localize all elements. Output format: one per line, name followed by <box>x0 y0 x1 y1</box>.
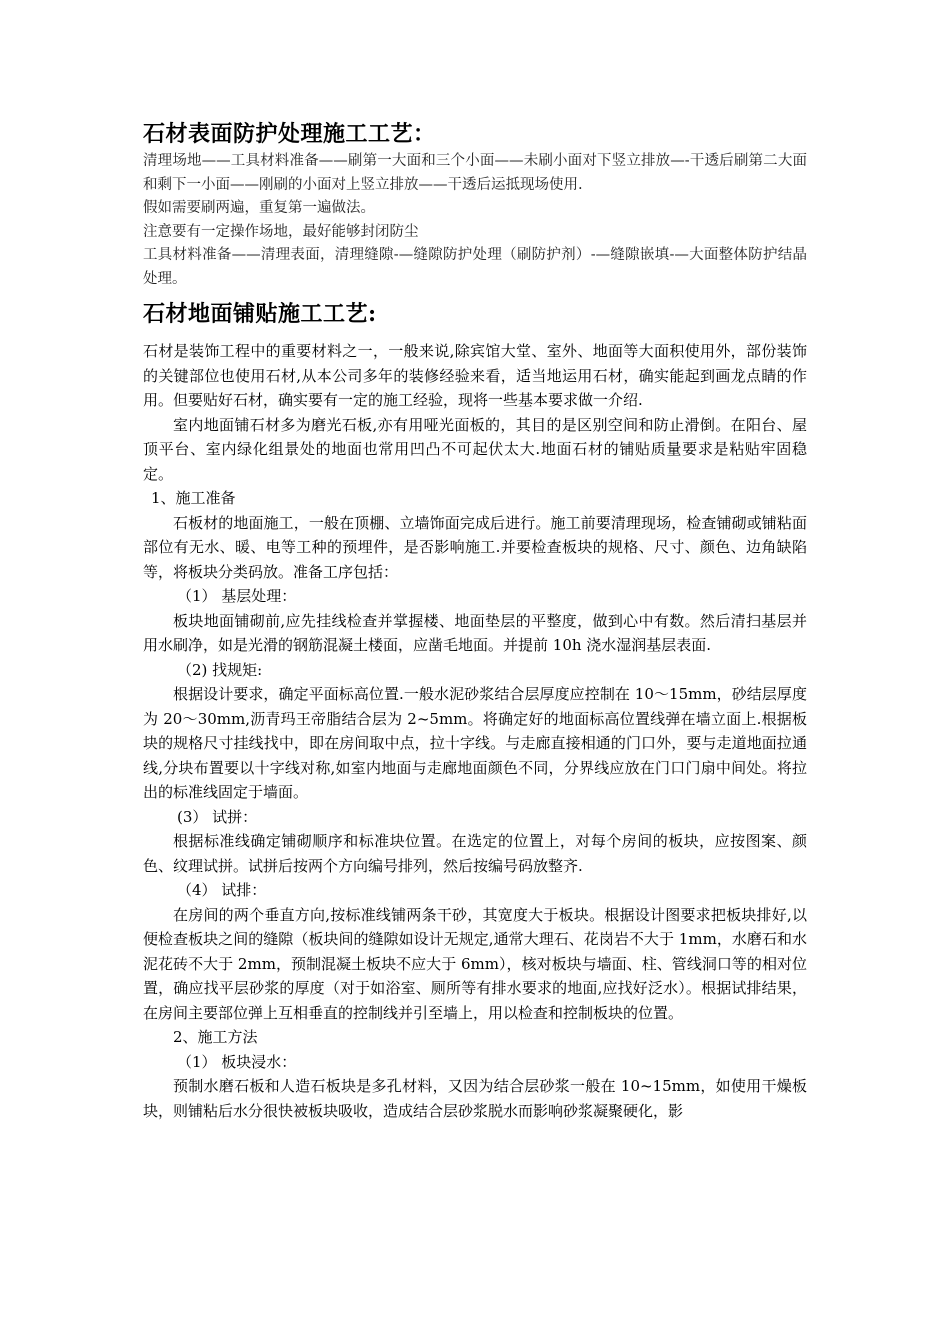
subheading: （1） 板块浸水： <box>177 1052 297 1071</box>
paragraph: 石材是装饰工程中的重要材料之一，一般来说,除宾馆大堂、室外、地面等大面积使用外，部份装饰的关键部位也使用石材,从本公司多年的装修经验来看，适当地运用石材，确实能起到画龙点睛的作用。但要贴好石材，确实要有一定的施工经验，现将一些基本要求做一介绍. <box>143 342 807 409</box>
paragraph: 清理场地——工具材料准备——刷第一大面和三个小面——未刷小面对下竖立排放—-干透后刷第二大面和剩下一小面——刚刷的小面对上竖立排放——干透后运抵现场使用. <box>143 153 807 193</box>
paragraph: 根据标准线确定铺砌顺序和标准块位置。在选定的位置上，对每个房间的板块，应按图案、颜色、纹理试拼。试拼后按两个方向编号排列，然后按编号码放整齐. <box>143 832 807 875</box>
subheading: (3） 试拼： <box>177 807 258 826</box>
subheading: （4） 试排： <box>177 881 267 899</box>
paragraph: 石板材的地面施工，一般在顶棚、立墙饰面完成后进行。施工前要清理现场，检查铺砌或铺粘面部位有无水、暖、电等工种的预埋件，是否影响施工.并要检查板块的规格、尺寸、颜色、边角缺陷等，将板块分类码放。准备工序包括： <box>143 513 807 581</box>
paragraph: 假如需要刷两遍，重复第一遍做法。 <box>143 200 375 216</box>
paragraph: 工具材料准备——清理表面，清理缝隙-—缝隙防护处理（刷防护剂）-—缝隙嵌填-—大面整体防护结晶处理。 <box>143 247 807 287</box>
paragraph: 注意要有一定操作场地，最好能够封闭防尘 <box>143 223 419 240</box>
paragraph: 预制水磨石板和人造石板块是多孔材料，又因为结合层砂浆一般在 10~15mm，如使用干燥板块，则铺粘后水分很快被板块吸收，造成结合层砂浆脱水而影响砂浆凝聚硬化，影 <box>143 1077 807 1120</box>
subheading: （2) 找规矩: <box>177 660 263 679</box>
paragraph: 室内地面铺石材多为磨光石板,亦有用哑光面板的，其目的是区别空间和防止滑倒。在阳台、屋顶平台、室内绿化组景处的地面也常用凹凸不可起伏太大.地面石材的铺贴质量要求是粘贴牢固稳定。 <box>143 415 807 483</box>
paragraph: 在房间的两个垂直方向,按标准线铺两条干砂，其宽度大于板块。根据设计图要求把板块排好,以便检查板块之间的缝隙（板块间的缝隙如设计无规定,通常大理石、花岗岩不大于 1mm，水磨石和水泥花砖不大于 2mm，预制混凝土板块不应大于 6mm），核对板块与墙面、柱、管线洞口等的相对位置，确应找平层砂浆的厚度（对于如浴室、厕所等有排水要求的地面,应找好泛水）。根据试排结果，在房间主要部位弹上互相垂直的控制线并引至墙上，用以检查和控制板块的位置。 <box>143 905 808 1022</box>
document-page <box>143 118 807 1123</box>
section-title-surface-protection: 石材表面防护处理施工工艺： <box>143 121 436 147</box>
section-title-floor-paving: 石材地面铺贴施工工艺: <box>143 301 377 327</box>
subheading: 1、施工准备 <box>151 489 236 507</box>
subheading: 2、施工方法 <box>173 1028 258 1046</box>
subheading: （1） 基层处理： <box>177 587 297 605</box>
paragraph: 板块地面铺砌前,应先挂线检查并掌握楼、地面垫层的平整度，做到心中有数。然后清扫基层并用水刷净，如是光滑的钢筋混凝土楼面，应凿毛地面。并提前 10h 浇水湿润基层表面. <box>143 611 807 654</box>
paragraph: 根据设计要求，确定平面标高位置.一般水泥砂浆结合层厚度应控制在 10～15mm，砂结层厚度为 20～30mm,沥青玛王帝脂结合层为 2~5mm。将确定好的地面标高位置线弹在墙立面上.根据板块的规格尺寸挂线找中，即在房间取中点，拉十字线。与走廊直接相通的门口外，要与走道地面拉通线,分块布置要以十字线对称,如室内地面与走廊地面颜色不同，分界线应放在门口门扇中间处。将拉出的标准线固定于墙面。 <box>143 685 807 801</box>
